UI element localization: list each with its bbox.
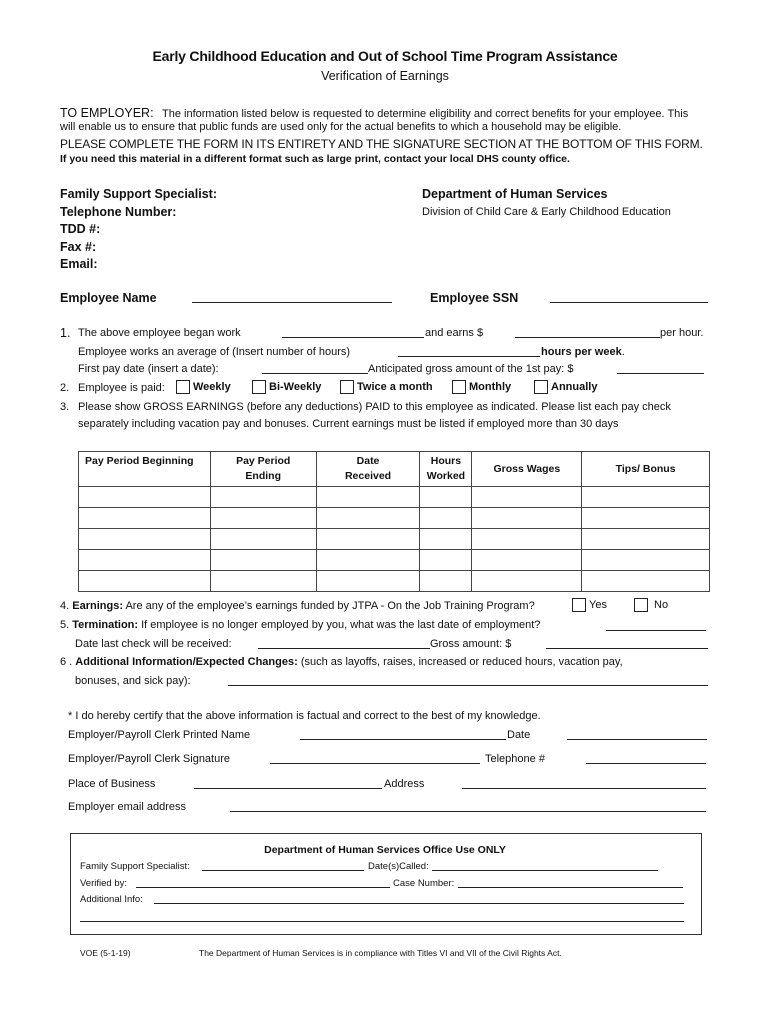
office-fss-label: Family Support Specialist: — [80, 861, 190, 872]
q6-text: (such as layoffs, raises, increased or reduced hours, vacation pay, — [300, 656, 623, 668]
table-cell[interactable] — [472, 571, 582, 592]
office-use-title: Department of Human Services Office Use ONLY — [264, 844, 506, 856]
employer-email-label: Employer email address — [68, 801, 186, 813]
tdd-label: TDD #: — [60, 222, 101, 236]
twice-month-checkbox[interactable] — [340, 380, 354, 394]
table-cell[interactable] — [582, 550, 710, 571]
q4-label: Earnings: — [72, 600, 123, 612]
table-cell[interactable] — [210, 571, 316, 592]
table-cell[interactable] — [316, 508, 420, 529]
weekly-checkbox[interactable] — [176, 380, 190, 394]
hourly-rate-field[interactable] — [515, 325, 660, 338]
employee-ssn-label: Employee SSN — [430, 291, 519, 305]
table-cell[interactable] — [210, 508, 316, 529]
hours-per-week-field[interactable] — [398, 344, 540, 357]
last-check-date-field[interactable] — [258, 636, 430, 649]
email-label: Email: — [60, 257, 98, 271]
pay-monthly-option[interactable] — [452, 380, 511, 394]
office-dates-called-field[interactable] — [432, 859, 658, 871]
jtpa-yes-label: Yes — [589, 599, 607, 611]
q5-gross-label: Gross amount: $ — [430, 638, 512, 650]
office-case-number-label: Case Number: — [393, 878, 455, 889]
intro-text-1: The information listed below is requested to determine eligibility and correct benefits for your employee. This — [162, 108, 689, 120]
office-additional-info-field[interactable] — [154, 892, 684, 904]
certify-date-label: Date — [507, 729, 531, 741]
office-case-number-field[interactable] — [458, 876, 683, 888]
q5-number: 5. — [60, 619, 70, 631]
biweekly-label: Bi-Weekly — [269, 381, 322, 393]
dept-name: Department of Human Services — [422, 187, 608, 201]
table-cell[interactable] — [582, 508, 710, 529]
anticipated-amount-field[interactable] — [617, 361, 704, 374]
annually-label: Annually — [551, 381, 598, 393]
table-cell[interactable] — [79, 550, 211, 571]
q1-first-pay-label: First pay date (insert a date): — [78, 363, 219, 375]
office-verified-by-label: Verified by: — [80, 878, 127, 889]
table-cell[interactable] — [316, 529, 420, 550]
signature-label: Employer/Payroll Clerk Signature — [68, 753, 231, 765]
q1-began-label: The above employee began work — [78, 327, 241, 339]
table-cell[interactable] — [79, 508, 211, 529]
table-cell[interactable] — [210, 529, 316, 550]
twice-month-label: Twice a month — [357, 381, 433, 393]
table-cell[interactable] — [472, 508, 582, 529]
address-field[interactable] — [462, 776, 706, 789]
fax-label: Fax #: — [60, 240, 97, 254]
monthly-label: Monthly — [469, 381, 512, 393]
last-employment-date-field[interactable] — [606, 618, 706, 631]
pay-biweekly-option[interactable] — [252, 380, 321, 394]
table-row — [79, 487, 710, 508]
hours-per-week-label: hours per week — [541, 346, 622, 358]
q5-line — [60, 619, 540, 631]
telephone-label: Telephone # — [485, 753, 545, 765]
q3-number: 3. — [60, 401, 70, 413]
first-pay-date-field[interactable] — [262, 361, 368, 374]
to-employer-label: TO EMPLOYER: — [60, 106, 154, 120]
employee-ssn-field[interactable] — [550, 290, 708, 303]
q1-per-hour-label: per hour. — [660, 327, 704, 339]
table-row — [79, 529, 710, 550]
form-id: VOE (5-1-19) — [80, 948, 131, 958]
table-row — [79, 550, 710, 571]
civil-rights-compliance: The Department of Human Services is in compliance with Titles VI and VII of the Civil Rights Act. — [199, 948, 562, 958]
q5-text: If employee is no longer employed by you, what was the last date of employment? — [141, 619, 541, 631]
fss-label: Family Support Specialist: — [60, 187, 217, 201]
additional-info-field[interactable] — [228, 673, 708, 686]
office-fss-field[interactable] — [202, 859, 364, 871]
certify-date-field[interactable] — [567, 727, 707, 740]
table-cell[interactable] — [582, 571, 710, 592]
gross-amount-field[interactable] — [546, 636, 708, 649]
q5-last-check-label: Date last check will be received: — [75, 638, 232, 650]
q6-label: Additional Information/Expected Changes: — [75, 656, 298, 668]
jtpa-no-checkbox[interactable] — [634, 598, 648, 612]
q1-average-label: Employee works an average of (Insert number of hours) — [78, 346, 351, 358]
table-cell[interactable] — [582, 529, 710, 550]
jtpa-yes-checkbox[interactable] — [572, 598, 586, 612]
format-notice: If you need this material in a different format such as large print, contact your local DHS county office. — [60, 153, 570, 165]
q2-label: Employee is paid: — [78, 382, 165, 394]
jtpa-yes-option[interactable] — [572, 598, 607, 612]
table-cell[interactable] — [472, 550, 582, 571]
hours-period: . — [621, 346, 625, 358]
table-cell[interactable] — [210, 550, 316, 571]
header-tips-bonus: Tips/ Bonus — [582, 452, 710, 487]
phone-label: Telephone Number: — [60, 205, 177, 219]
header-period-beginning: Pay Period Beginning — [79, 452, 211, 487]
table-cell[interactable] — [79, 571, 211, 592]
table-cell[interactable] — [420, 529, 472, 550]
q1-hours-per-week — [541, 346, 625, 358]
table-cell[interactable] — [210, 487, 316, 508]
q1-earns-label: and earns $ — [425, 327, 484, 339]
address-label: Address — [384, 778, 425, 790]
q4-line — [60, 600, 535, 612]
office-verified-by-field[interactable] — [136, 876, 390, 888]
pay-annually-option[interactable] — [534, 380, 597, 394]
monthly-checkbox[interactable] — [452, 380, 466, 394]
intro-line-1 — [60, 104, 688, 122]
q1-number: 1. — [60, 326, 71, 340]
table-cell[interactable] — [420, 487, 472, 508]
certify-statement: * I do hereby certify that the above information is factual and correct to the best of my knowledge. — [68, 710, 541, 722]
table-cell[interactable] — [79, 487, 211, 508]
earnings-header-row — [79, 452, 710, 487]
telephone-field[interactable] — [586, 751, 706, 764]
table-row — [79, 508, 710, 529]
table-cell[interactable] — [472, 487, 582, 508]
q5-label: Termination: — [72, 619, 139, 631]
complete-notice: PLEASE COMPLETE THE FORM IN ITS ENTIRETY AND THE SIGNATURE SECTION AT THE BOTTOM OF THIS FORM. — [60, 137, 703, 151]
employee-name-field[interactable] — [192, 290, 392, 303]
start-date-field[interactable] — [282, 325, 424, 338]
pay-twice-month-option[interactable] — [340, 380, 433, 394]
employer-email-field[interactable] — [230, 799, 706, 812]
annually-checkbox[interactable] — [534, 380, 548, 394]
q1-anticipated-label: Anticipated gross amount of the 1st pay: $ — [368, 363, 574, 375]
table-cell[interactable] — [79, 529, 211, 550]
jtpa-no-option[interactable] — [634, 598, 668, 612]
employee-name-label: Employee Name — [60, 291, 157, 305]
q3-text-1: Please show GROSS EARNINGS (before any deductions) PAID to this employee as indicated. Please list each pay check — [78, 401, 671, 413]
table-cell[interactable] — [316, 487, 420, 508]
office-additional-info-label: Additional Info: — [80, 894, 143, 905]
jtpa-no-label: No — [654, 599, 669, 611]
table-cell[interactable] — [472, 529, 582, 550]
q6-line — [60, 656, 623, 668]
table-cell[interactable] — [420, 571, 472, 592]
office-dates-called-label: Date(s)Called: — [368, 861, 429, 872]
place-of-business-label: Place of Business — [68, 778, 156, 790]
table-cell[interactable] — [316, 571, 420, 592]
earnings-table — [78, 451, 710, 592]
q6-number: 6 . — [60, 656, 73, 668]
form-title: Early Childhood Education and Out of School Time Program Assistance — [152, 48, 618, 64]
form-subtitle: Verification of Earnings — [321, 69, 449, 83]
table-cell[interactable] — [316, 550, 420, 571]
printed-name-field[interactable] — [300, 727, 506, 740]
q3-text-2: separately including vacation pay and bonuses. Current earnings must be listed if employed more than 30 days — [78, 418, 619, 430]
q4-text: Are any of the employee’s earnings funded by JTPA - On the Job Training Program? — [125, 600, 535, 612]
biweekly-checkbox[interactable] — [252, 380, 266, 394]
pay-weekly-option[interactable] — [176, 380, 231, 394]
place-of-business-field[interactable] — [194, 776, 382, 789]
division-name: Division of Child Care & Early Childhood Education — [422, 206, 671, 218]
table-row — [79, 571, 710, 592]
table-cell[interactable] — [420, 508, 472, 529]
printed-name-label: Employer/Payroll Clerk Printed Name — [68, 729, 251, 741]
q4-number: 4. — [60, 600, 70, 612]
header-gross-wages: Gross Wages — [472, 452, 582, 487]
q2-number: 2. — [60, 382, 70, 394]
q6-text-2: bonuses, and sick pay): — [75, 675, 191, 687]
table-cell[interactable] — [420, 550, 472, 571]
table-cell[interactable] — [582, 487, 710, 508]
signature-field[interactable] — [270, 751, 480, 764]
office-additional-info-field-2[interactable] — [80, 910, 684, 922]
weekly-label: Weekly — [193, 381, 231, 393]
header-hours-worked: Hours Worked — [420, 452, 472, 487]
intro-text-2: will enable us to ensure that public funds are used only for the actual benefits to which a household may be eligible. — [60, 121, 622, 133]
header-date-received: Date Received — [316, 452, 420, 487]
header-period-ending: Pay Period Ending — [210, 452, 316, 487]
